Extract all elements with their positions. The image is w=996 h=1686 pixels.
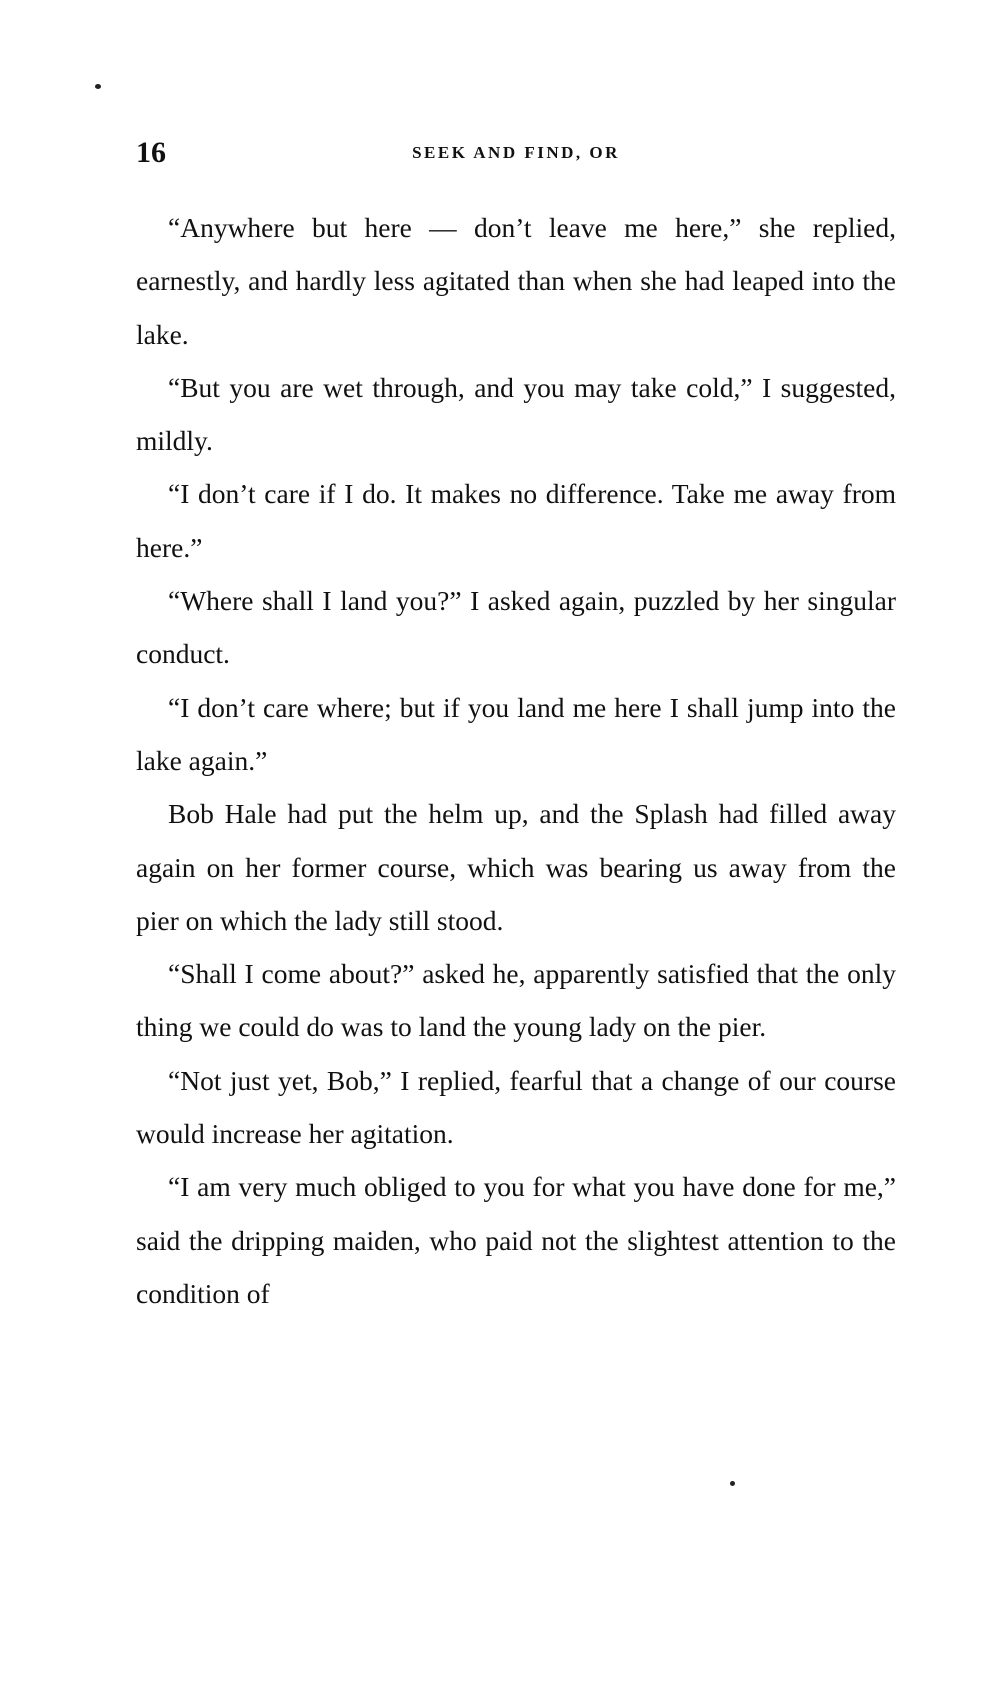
paragraph: “Anywhere but here — don’t leave me here,” she replied, earnestly, and hardly less agitated than when she had leaped into the lake. [136, 212, 896, 350]
paragraph: “Where shall I land you?” I asked again, puzzled by her singular conduct. [136, 585, 896, 670]
running-title: SEEK AND FIND, OR [412, 143, 620, 162]
paragraph: “Shall I come about?” asked he, apparently satisfied that the only thing we could do was to land the young lady on the pier. [136, 958, 896, 1043]
page-number: 16 [136, 136, 166, 169]
paragraph: “I don’t care where; but if you land me here I shall jump into the lake again.” [136, 691, 896, 776]
running-head [136, 136, 896, 176]
paragraph: “I am very much obliged to you for what you have done for me,” said the dripping maiden, who paid not the slightest attention to the condition of [136, 1171, 896, 1309]
paragraph: “Not just yet, Bob,” I replied, fearful that a change of our course would increase her agitation. [136, 1064, 896, 1150]
paragraph: “I don’t care if I do. It makes no difference. Take me away from here.” [136, 478, 896, 563]
ink-speck [95, 84, 101, 89]
paragraph: Bob Hale had put the helm up, and the Splash had filled away again on her former course, which was bearing us away from the pier on which the lady still stood. [136, 798, 896, 936]
paragraph: “But you are wet through, and you may take cold,” I suggested, mildly. [136, 371, 896, 457]
body-text [136, 201, 896, 1320]
ink-speck [730, 1481, 735, 1486]
